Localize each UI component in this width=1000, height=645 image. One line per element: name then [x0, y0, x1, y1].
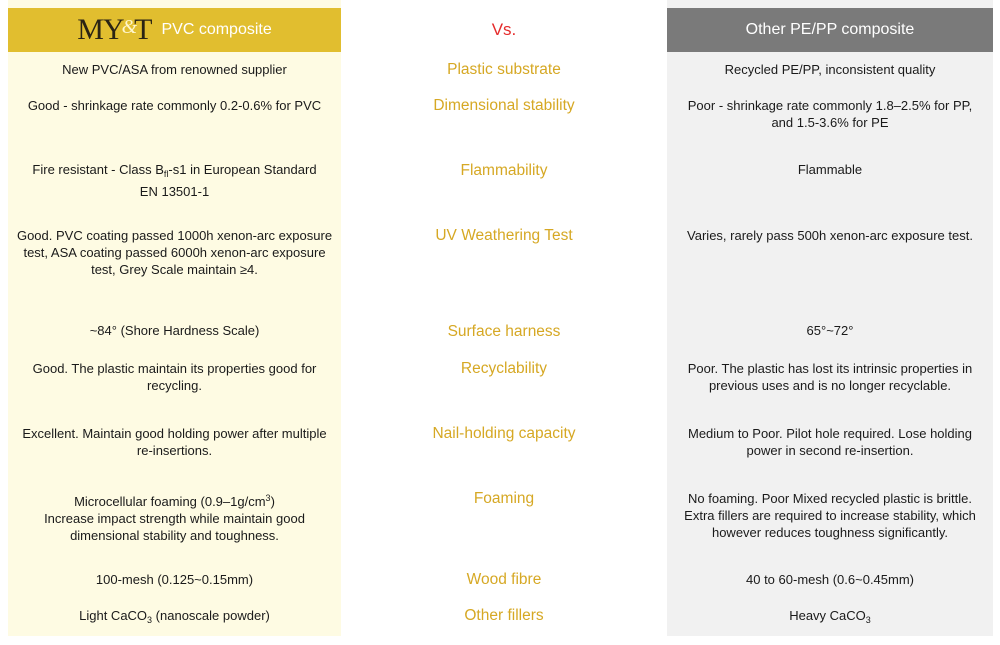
pe-pp-value: Poor. The plastic has lost its intrinsic properties in previous uses and is no longer recyclable.	[687, 361, 973, 393]
pe-pp-composite-title: Other PE/PP composite	[745, 21, 915, 38]
property-label: Recyclability	[460, 360, 548, 377]
pe-pp-value: Recycled PE/PP, inconsistent quality	[724, 62, 936, 77]
pe-pp-value: Poor - shrinkage rate commonly 1.8–2.5% for PP, and 1.5-3.6% for PE	[687, 98, 973, 130]
pvc-value: Good. The plastic maintain its properties good for recycling.	[32, 361, 317, 393]
property-label: Plastic substrate	[447, 61, 561, 78]
pe-pp-value: Medium to Poor. Pilot hole required. Lose holding power in second re-insertion.	[687, 426, 972, 458]
property-label: Other fillers	[464, 607, 544, 624]
pe-pp-value: Varies, rarely pass 500h xenon-arc exposure test.	[687, 228, 973, 243]
pvc-value: Excellent. Maintain good holding power after multiple re-insertions.	[22, 426, 327, 458]
pe-pp-value: 65°~72°	[806, 323, 854, 338]
property-label: Nail-holding capacity	[432, 425, 576, 442]
pvc-value: Light CaCO$_3$ (nanoscale powder)	[79, 608, 270, 625]
vs-header	[341, 8, 667, 52]
pe-pp-composite-header	[667, 8, 993, 52]
pvc-value: Good - shrinkage rate commonly 0.2-0.6% for PVC	[27, 98, 322, 113]
pe-pp-value: Flammable	[797, 162, 863, 177]
property-label: Foaming	[473, 490, 535, 507]
pvc-value: ~84° (Shore Hardness Scale)	[89, 323, 260, 338]
pvc-composite-header	[8, 8, 341, 52]
property-label: Dimensional stability	[433, 97, 575, 114]
pe-pp-value: No foaming. Poor Mixed recycled plastic is brittle. Extra fillers are required to increase stability, which however reduces toughness significantly.	[684, 491, 976, 540]
property-label: UV Weathering Test	[435, 227, 573, 244]
property-label: Wood fibre	[466, 571, 542, 588]
pvc-value: Microcellular foaming $(0.9-1g/cm^3)$ Increase impact strength while maintain good dimensional stability and toughness.	[44, 493, 305, 543]
pvc-value: Fire resistant - Class $B_{fl}-s1$ in European Standard EN 13501-1	[32, 162, 317, 199]
pe-pp-value: 40 to 60-mesh (0.6~0.45mm)	[746, 572, 914, 587]
property-label: Surface harness	[447, 323, 561, 340]
myt-logo: MY&T	[77, 13, 152, 46]
pe-pp-value: Heavy CaCO$_3$	[789, 608, 871, 625]
pvc-composite-title: PVC composite	[161, 21, 272, 38]
pvc-value: Good. PVC coating passed 1000h xenon-arc exposure test, ASA coating passed 6000h xenon-arc exposure test, Grey Scale maintain ≥4.	[16, 228, 333, 277]
property-label: Flammability	[460, 162, 548, 179]
vs-label: Vs.	[491, 20, 517, 39]
pvc-value: New PVC/ASA from renowned supplier	[62, 62, 287, 77]
pvc-value: 100-mesh (0.125~0.15mm)	[95, 572, 254, 587]
